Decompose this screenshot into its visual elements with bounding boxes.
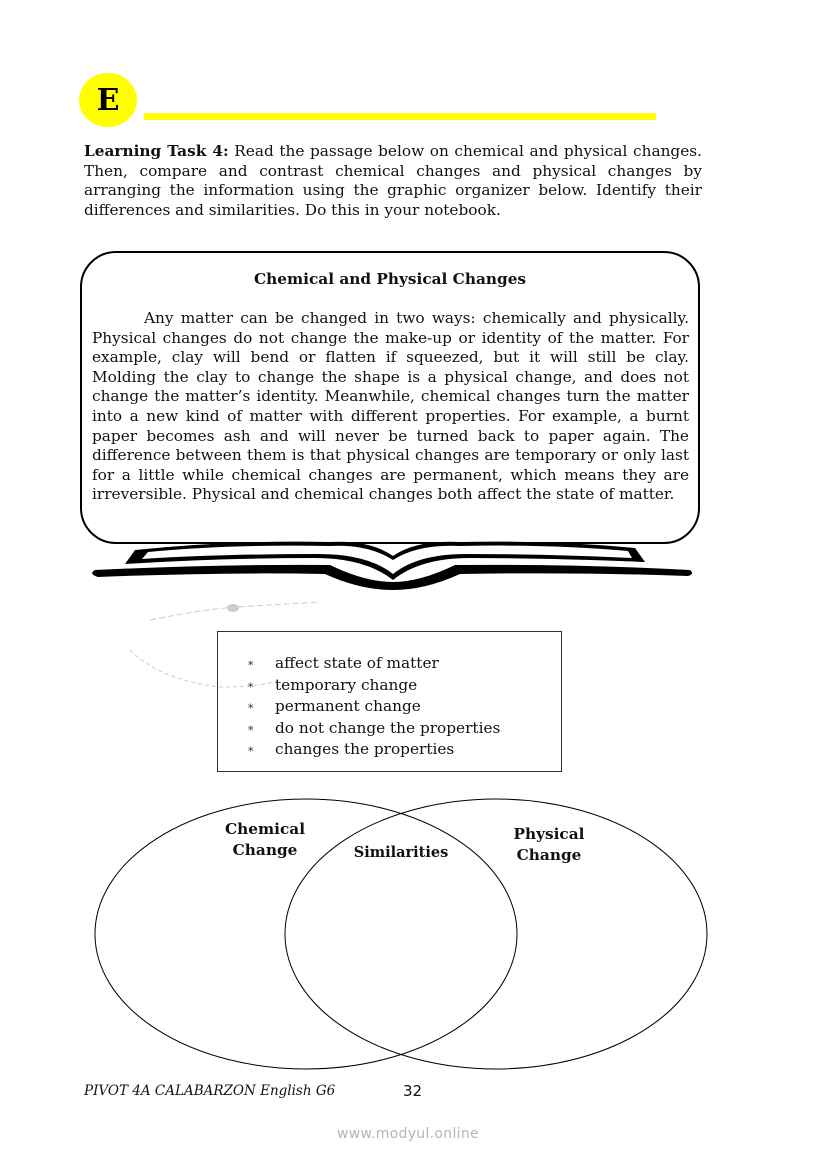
word-bank-item-text: changes the properties [275, 740, 455, 759]
bullet-star-icon: * [248, 659, 254, 672]
watermark: www.modyul.online [337, 1126, 479, 1142]
word-bank-item-text: affect state of matter [275, 654, 439, 672]
venn-center-label-text: Similarities [353, 844, 449, 861]
word-bank-item-text: do not change the properties [275, 718, 501, 737]
footer-text: PIVOT 4A CALABARZON English G6 [84, 1083, 336, 1099]
word-bank-item-text: temporary change [275, 675, 418, 694]
word-bank-item-text: permanent change [275, 697, 421, 716]
venn-right-circle [285, 799, 707, 1069]
bullet-star-icon: * [248, 745, 254, 759]
passage-body: Any matter can be changed in two ways: chemically and physically. Physical changes do not change the make-up or identity of the matter. For example, clay will bend or flatten if squeezed, but it will still be clay. Molding the clay to change the shape is a physical change, and does not change the matter’s identity. Meanwhile, chemical changes turn the matter into a new kind of matter with different properties. For example, a burnt paper becomes ash and will never be turned back to paper again. The difference between them is that physical changes are temporary or only last for a little while chemical changes are permanent, which means they are irreversible. Physical and chemical changes both affect the state of matter. [92, 309, 689, 504]
passage-title: Chemical and Physical Changes [253, 270, 527, 288]
instructions-label: Learning Task 4: [84, 142, 229, 160]
venn-left-label [215, 819, 315, 861]
page-number: 32 [403, 1082, 423, 1100]
venn-left-label-line: Change [232, 841, 298, 859]
venn-right-label-line: Physical [513, 825, 585, 843]
bullet-star-icon: * [248, 702, 254, 716]
instructions-text: Read the passage below on chemical and physical changes. Then, compare and contrast chemical changes and physical changes by arranging the information using the graphic organizer below. Identify their differences and similarities. Do this in your notebook. [84, 142, 702, 219]
bullet-star-icon: * [248, 723, 254, 737]
venn-center-label [345, 842, 457, 863]
bullet-star-icon: * [248, 680, 254, 694]
section-letter: E [96, 82, 120, 118]
venn-right-label [499, 824, 599, 866]
venn-right-label-line: Change [516, 846, 582, 864]
venn-left-label-line: Chemical [224, 820, 306, 838]
